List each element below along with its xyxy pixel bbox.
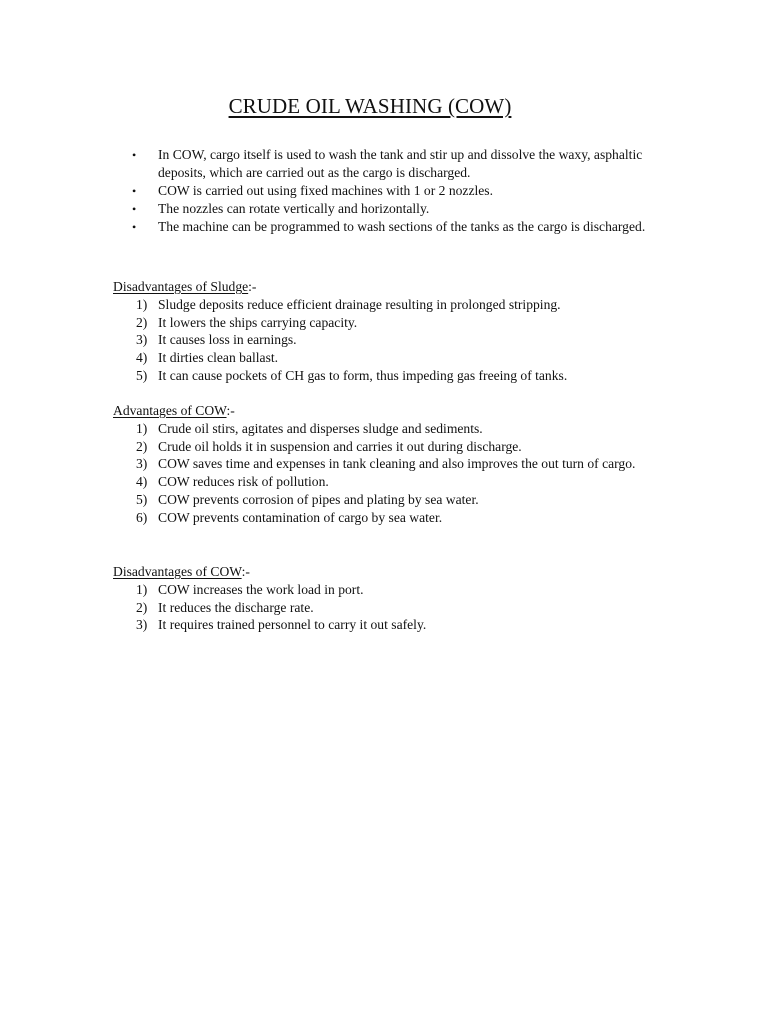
list-item-text: Crude oil holds it in suspension and carries it out during discharge. [158, 438, 522, 454]
list-item [113, 455, 658, 473]
bullet-text: The nozzles can rotate vertically and horizontally. [158, 201, 430, 216]
list-number: 3) [136, 332, 148, 348]
bullet-marker: • [132, 148, 137, 162]
list-number: 1) [136, 581, 148, 597]
list-item-text: It dirties clean ballast. [158, 350, 279, 366]
list-number: 4) [136, 474, 148, 490]
list-item-text: It reduces the discharge rate. [158, 599, 314, 615]
list-item-text: COW saves time and expenses in tank cleaning and also improves the out turn of cargo. [158, 456, 636, 472]
list-item-text: COW prevents contamination of cargo by sea water. [158, 509, 443, 525]
section-disadvantages-of-sludge [113, 278, 658, 385]
list-item-text: Sludge deposits reduce efficient drainage resulting in prolonged stripping. [158, 296, 561, 312]
list-number: 6) [136, 509, 148, 525]
list-number: 3) [136, 617, 148, 633]
bullet-marker: • [132, 202, 137, 216]
bullet-marker: • [132, 184, 137, 198]
list-item-text: COW increases the work load in port. [158, 581, 364, 597]
intro-bullet-list [113, 146, 658, 236]
bullet-item [113, 200, 658, 218]
list-item-text: COW reduces risk of pollution. [158, 474, 329, 490]
list-item [113, 581, 658, 599]
list-number: 1) [136, 420, 148, 436]
bullet-item [113, 182, 658, 200]
list-item [113, 473, 658, 491]
list-item-text: It lowers the ships carrying capacity. [158, 314, 358, 330]
list-item [113, 616, 658, 634]
list-item-text: It causes loss in earnings. [158, 332, 297, 348]
list-number: 5) [136, 367, 148, 383]
list-number: 4) [136, 350, 148, 366]
list-item [113, 367, 658, 385]
list-number: 5) [136, 491, 148, 507]
numbered-list [113, 581, 658, 634]
section-heading-suffix: :- [241, 564, 250, 579]
list-item-text: Crude oil stirs, agitates and disperses sludge and sediments. [158, 420, 483, 436]
section-heading-text: Advantages of COW [113, 403, 227, 418]
section-heading-suffix: :- [226, 403, 235, 418]
list-item-text: COW prevents corrosion of pipes and plating by sea water. [158, 491, 479, 507]
section-disadvantages-of-cow [113, 563, 658, 634]
list-item [113, 296, 658, 314]
section-heading-suffix: :- [248, 279, 257, 294]
numbered-list [113, 420, 658, 527]
section-heading-text: Disadvantages of COW [113, 564, 242, 579]
section-advantages-of-cow [113, 402, 658, 527]
list-item [113, 331, 658, 349]
list-item [113, 420, 658, 438]
section-heading [113, 278, 658, 296]
section-heading [113, 563, 658, 581]
list-item [113, 314, 658, 332]
bullet-item [113, 146, 658, 182]
section-heading [113, 402, 658, 420]
list-item [113, 491, 658, 509]
list-item-text: It requires trained personnel to carry it out safely. [158, 617, 427, 633]
list-item [113, 349, 658, 367]
list-number: 3) [136, 456, 148, 472]
list-item-text: It can cause pockets of CH gas to form, thus impeding gas freeing of tanks. [158, 367, 568, 383]
list-item [113, 599, 658, 617]
list-item [113, 438, 658, 456]
section-heading-text: Disadvantages of Sludge [113, 279, 249, 294]
bullet-text: In COW, cargo itself is used to wash the tank and stir up and dissolve the waxy, asphaltic deposits, which are carried out as the cargo is discharged. [158, 147, 643, 180]
bullet-text: The machine can be programmed to wash sections of the tanks as the cargo is discharged. [158, 219, 646, 234]
list-item [113, 509, 658, 527]
list-number: 2) [136, 438, 148, 454]
list-number: 2) [136, 314, 148, 330]
bullet-text: COW is carried out using fixed machines with 1 or 2 nozzles. [158, 183, 493, 198]
list-number: 1) [136, 296, 148, 312]
bullet-item [113, 218, 658, 236]
page-title: CRUDE OIL WASHING (COW) [228, 94, 512, 118]
list-number: 2) [136, 599, 148, 615]
numbered-list [113, 296, 658, 385]
bullet-marker: • [132, 220, 137, 234]
